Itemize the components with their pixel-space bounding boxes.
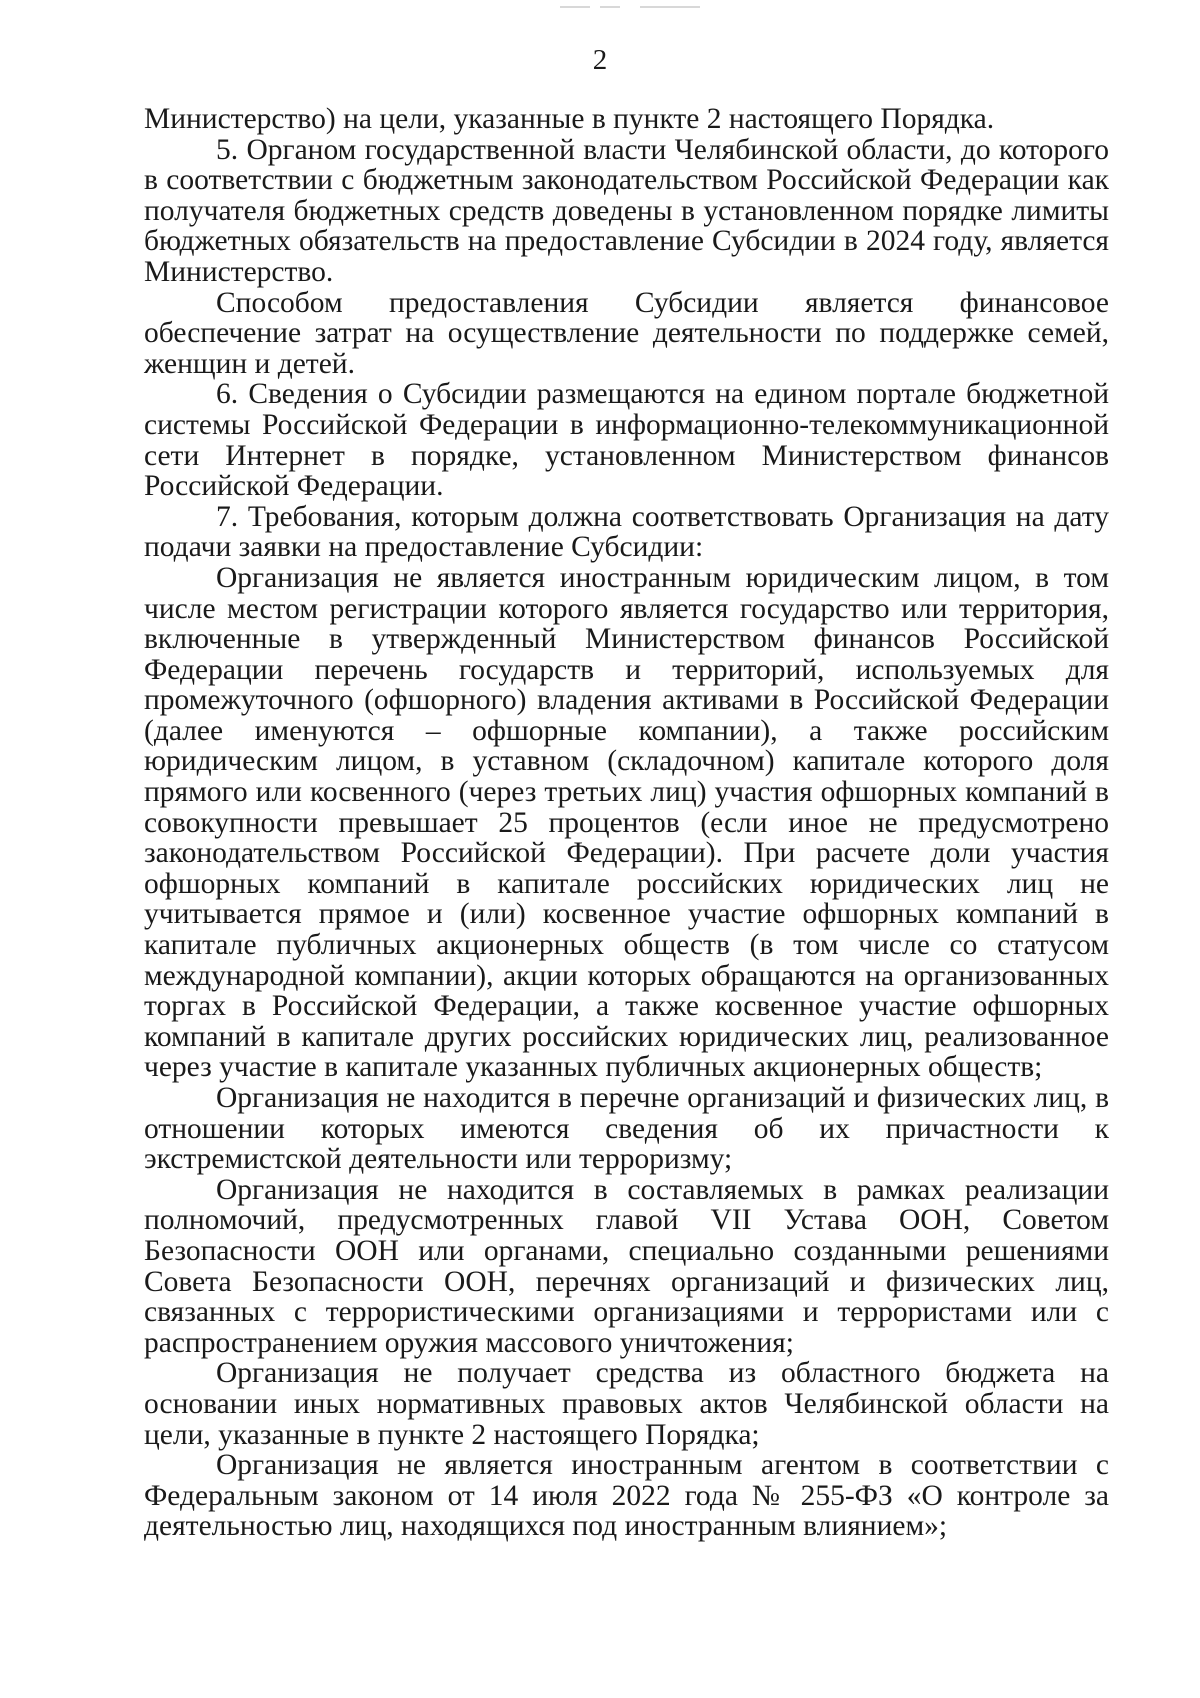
paragraph-requirement-un-lists: Организация не находится в составляемых в рамках реализации полномочий, предусмотренных главой VII Устава ООН, Советом Безопасности ООН или органами, специально созданными решениями Совета Безопасности ООН, перечнях организаций и физических лиц, связанных с террористическими организациями и террористами или с распространением оружия массового уничтожения;	[144, 1173, 1109, 1359]
paragraph-continuation: Министерство) на цели, указанные в пункте 2 настоящего Порядка.	[144, 103, 995, 135]
paragraph-requirement-offshore: Организация не является иностранным юридическим лицом, в том числе местом регистрации которого является государство или территория, включенные в утвержденный Министерством финансов Российской Федерации перечень государств и территорий, используемых для промежуточного (офшорного) владения активами в Российской Федерации (далее именуются – офшорные компании), а также российским юридическим лицом, в уставном (складочном) капитале которого доля прямого или косвенного (через третьих лиц) участия офшорных компаний в совокупности превышает 25 процентов (если иное не предусмотрено законодательством Российской Федерации). При расчете доли участия офшорных компаний в капитале российских юридических лиц не учитывается прямое и (или) косвенное участие офшорных компаний в капитале публичных акционерных обществ (в том числе со статусом международной компании), акции которых обращаются на организованных торгах в Российской Федерации, а также косвенное участие офшорных компаний в капитале других российских юридических лиц, реализованное через участие в капитале указанных публичных акционерных обществ;	[144, 561, 1109, 1084]
paragraph-item-5: 5. Органом государственной власти Челябинской области, до которого в соответствии с бюджетным законодательством Российской Федерации как получателя бюджетных средств доведены в установленном порядке лимиты бюджетных обязательств на предоставление Субсидии в 2024 году, является Министерство.	[144, 133, 1109, 288]
paragraph-item-7: 7. Требования, которым должна соответствовать Организация на дату подачи заявки на предоставление Субсидии:	[144, 500, 1109, 564]
scan-artifact	[560, 6, 590, 8]
paragraph-requirement-foreign-agent: Организация не является иностранным агентом в соответствии с Федеральным законом от 14 июля 2022 года № 255-ФЗ «О контроле за деятельностью лиц, находящихся под иностранным влиянием»;	[144, 1449, 1109, 1543]
document-body	[144, 104, 1109, 1542]
scan-artifact	[600, 6, 620, 8]
paragraph-requirement-budget: Организация не получает средства из областного бюджета на основании иных нормативных правовых актов Челябинской области на цели, указанные в пункте 2 настоящего Порядка;	[144, 1357, 1109, 1451]
scan-artifact	[640, 6, 700, 8]
paragraph-requirement-extremism: Организация не находится в перечне организаций и физических лиц, в отношении которых имеются сведения об их причастности к экстремистской деятельности или терроризму;	[144, 1082, 1109, 1176]
page-number: 2	[592, 44, 608, 76]
paragraph-item-6: 6. Сведения о Субсидии размещаются на едином портале бюджетной системы Российской Федерации в информационно-телекоммуникационной сети Интернет в порядке, установленном Министерством финансов Российской Федерации.	[144, 378, 1109, 503]
paragraph-subsidy-method: Способом предоставления Субсидии является финансовое обеспечение затрат на осуществление деятельности по поддержке семей, женщин и детей.	[144, 286, 1109, 380]
